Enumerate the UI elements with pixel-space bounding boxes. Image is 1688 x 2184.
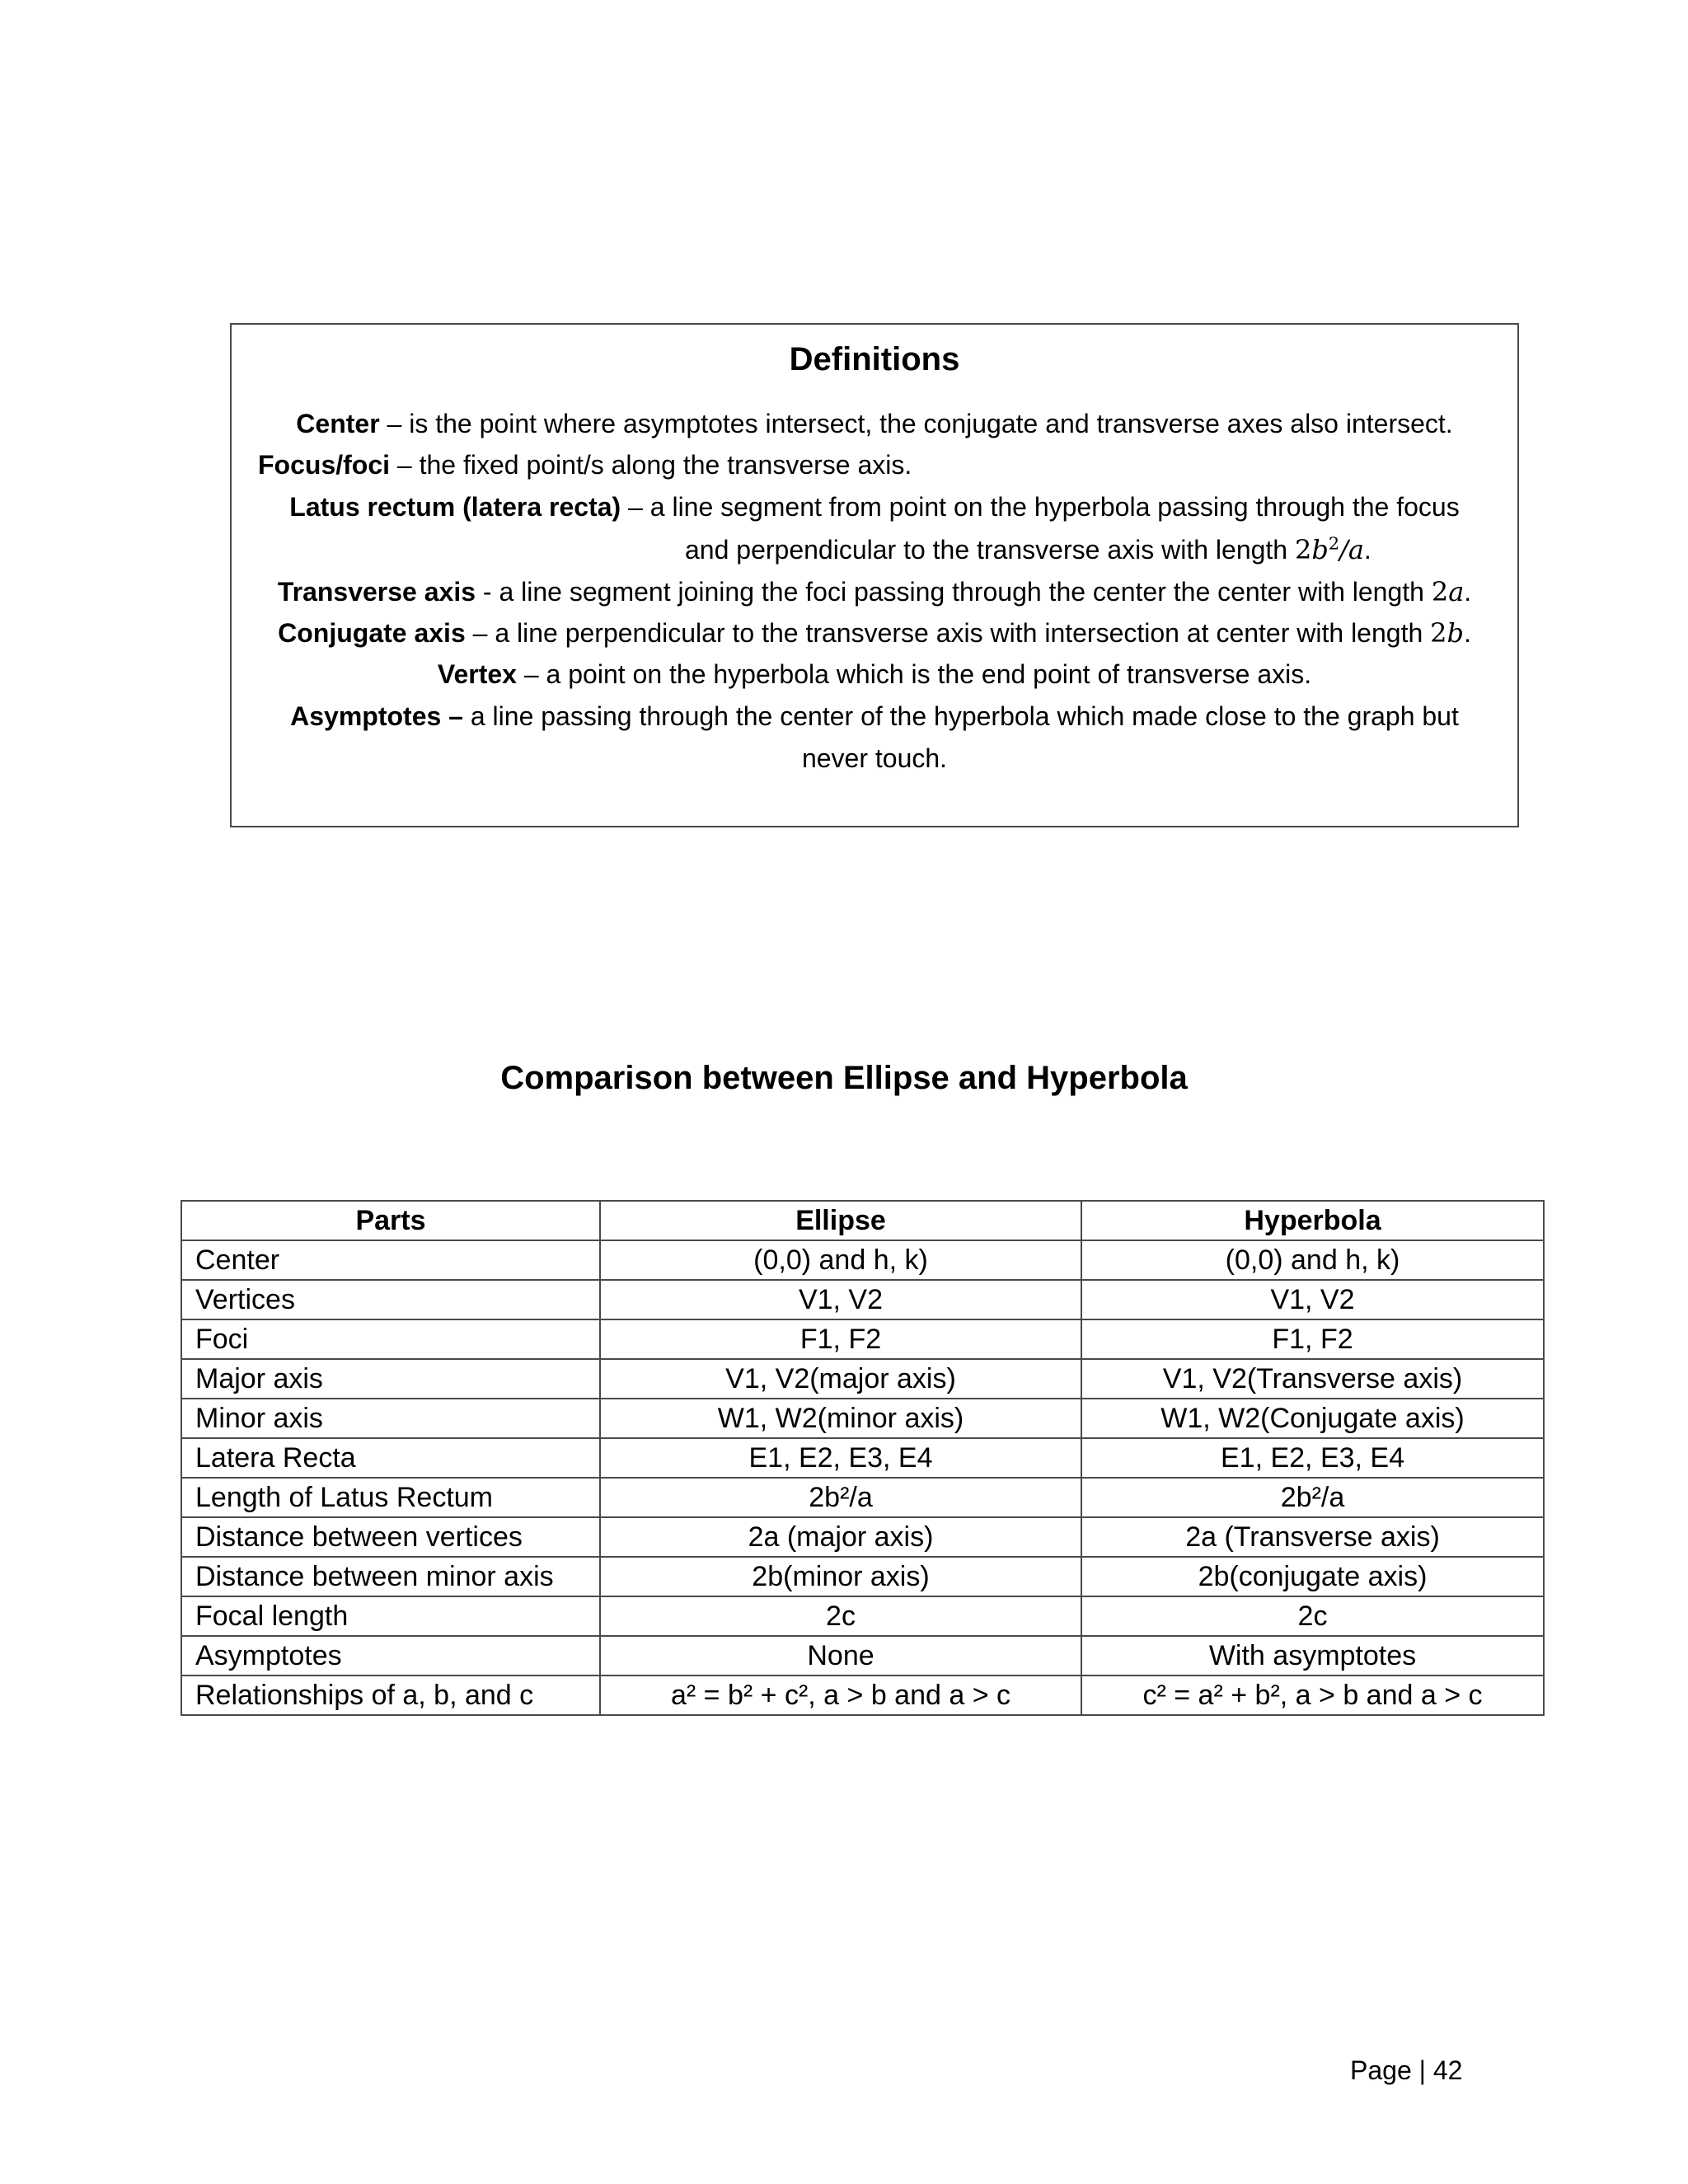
text-vertex: – a point on the hyperbola which is the end point of transverse axis. [516,659,1312,689]
text-conjugate-axis: – a line perpendicular to the transverse axis with intersection at center with length [465,618,1431,648]
definition-vertex [232,659,1517,690]
cell-ellipse: E1, E2, E3, E4 [600,1438,1081,1478]
cell-ellipse: 2a (major axis) [600,1517,1081,1557]
cell-part: Length of Latus Rectum [181,1478,600,1517]
cell-hyperbola: 2b(conjugate axis) [1081,1557,1544,1596]
cell-part: Vertices [181,1280,600,1319]
header-hyperbola: Hyperbola [1081,1201,1544,1240]
comparison-title: Comparison between Ellipse and Hyperbola [500,1060,1188,1096]
cell-part: Relationships of a, b, and c [181,1675,600,1715]
term-vertex: Vertex [437,659,517,689]
cell-hyperbola: c² = a² + b², a > b and a > c [1081,1675,1544,1715]
definition-asymptotes-cont: never touch. [801,743,948,773]
header-parts: Parts [181,1201,600,1240]
table-row [181,1596,1544,1636]
cell-hyperbola: V1, V2 [1081,1280,1544,1319]
cell-hyperbola: 2a (Transverse axis) [1081,1517,1544,1557]
cell-hyperbola: 2b²/a [1081,1478,1544,1517]
cell-part: Minor axis [181,1399,600,1438]
term-latus-rectum: Latus rectum (latera recta) [289,492,621,522]
table-row [181,1557,1544,1596]
table-row [181,1636,1544,1675]
definition-asymptotes [232,701,1517,732]
text-transverse-axis: - a line segment joining the foci passing through the center the center with length [476,577,1432,607]
definitions-title: Definitions [789,341,960,377]
definition-latus-rectum-cont: and perpendicular to the transverse axis with length $2b^2/a$. [685,533,1372,565]
definitions-box [230,323,1519,827]
table-row [181,1438,1544,1478]
term-asymptotes: Asymptotes – [290,701,463,731]
cell-part: Focal length [181,1596,600,1636]
conjugate-length-formula: 2b [1430,617,1464,649]
cell-ellipse: 2b(minor axis) [600,1557,1081,1596]
cell-hyperbola: (0,0) and h, k) [1081,1240,1544,1280]
table-row [181,1240,1544,1280]
table-row [181,1319,1544,1359]
table-header-row [181,1201,1544,1240]
table-row [181,1280,1544,1319]
cell-part: Distance between vertices [181,1517,600,1557]
table-row [181,1675,1544,1715]
cell-ellipse: F1, F2 [600,1319,1081,1359]
text-asymptotes: a line passing through the center of the hyperbola which made close to the graph but [462,701,1459,731]
cell-ellipse: V1, V2 [600,1280,1081,1319]
text-latus-rectum-2: and perpendicular to the transverse axis with length [685,535,1295,565]
cell-ellipse: W1, W2(minor axis) [600,1399,1081,1438]
term-transverse-axis: Transverse axis [277,577,476,607]
table-row [181,1517,1544,1557]
table-row [181,1399,1544,1438]
table-row [181,1478,1544,1517]
text-center: – is the point where asymptotes intersect, the conjugate and transverse axes also intersect. [379,409,1453,438]
transverse-length-formula: 2a [1431,576,1465,607]
comparison-table-body [181,1240,1544,1715]
cell-hyperbola: F1, F2 [1081,1319,1544,1359]
definition-center [232,409,1517,439]
term-conjugate-axis: Conjugate axis [278,618,466,648]
cell-ellipse: V1, V2(major axis) [600,1359,1081,1399]
cell-part: Major axis [181,1359,600,1399]
cell-hyperbola: E1, E2, E3, E4 [1081,1438,1544,1478]
page-number: Page | 42 [1350,2055,1463,2085]
cell-part: Asymptotes [181,1636,600,1675]
cell-part: Distance between minor axis [181,1557,600,1596]
cell-hyperbola: W1, W2(Conjugate axis) [1081,1399,1544,1438]
cell-ellipse: 2c [600,1596,1081,1636]
cell-hyperbola: V1, V2(Transverse axis) [1081,1359,1544,1399]
definition-focus [258,450,912,480]
text-latus-rectum: – a line segment from point on the hyperbola passing through the focus [621,492,1460,522]
definition-latus-rectum [232,492,1517,523]
term-focus: Focus/foci [258,450,391,480]
cell-ellipse: 2b²/a [600,1478,1081,1517]
header-ellipse: Ellipse [600,1201,1081,1240]
latus-length-formula: $2b^2/a$ [1294,533,1364,565]
comparison-table [181,1200,1545,1716]
definition-conjugate-axis: Conjugate axis – a line perpendicular to the transverse axis with intersection at center with length 2b. [278,617,1471,649]
table-row [181,1359,1544,1399]
cell-hyperbola: 2c [1081,1596,1544,1636]
definition-transverse-axis: Transverse axis - a line segment joining the foci passing through the center the center with length 2a. [277,576,1472,607]
cell-part: Center [181,1240,600,1280]
term-center: Center [296,409,380,438]
cell-ellipse: a² = b² + c², a > b and a > c [600,1675,1081,1715]
cell-ellipse: (0,0) and h, k) [600,1240,1081,1280]
cell-part: Foci [181,1319,600,1359]
cell-hyperbola: With asymptotes [1081,1636,1544,1675]
cell-part: Latera Recta [181,1438,600,1478]
text-focus: – the fixed point/s along the transverse axis. [390,450,912,480]
cell-ellipse: None [600,1636,1081,1675]
